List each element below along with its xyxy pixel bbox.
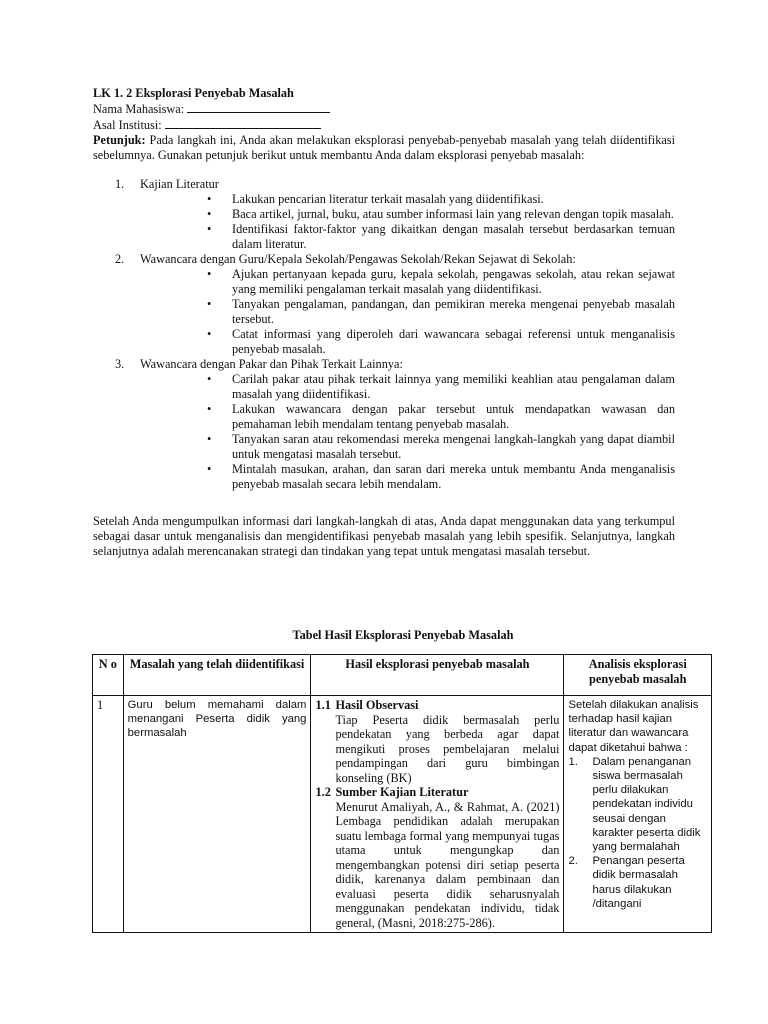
header-analisis: Analisis eksplorasi penyebab masalah bbox=[564, 655, 712, 696]
nama-mahasiswa-row bbox=[93, 101, 675, 117]
step-bullets bbox=[140, 192, 675, 252]
step-item bbox=[93, 177, 675, 252]
bullet-item: • Ajukan pertanyaan kepada guru, kepala sekolah, pengawas sekolah, atau rekan sejawat yang memiliki pengalaman terkait masalah yang diidentifikasi. bbox=[140, 267, 675, 297]
header-masalah: Masalah yang telah diidentifikasi bbox=[123, 655, 311, 696]
steps-list bbox=[93, 177, 675, 492]
bullet-item: • Lakukan wawancara dengan pakar tersebut untuk mendapatkan wawasan dan pemahaman lebih mendalam tentang penyebab masalah. bbox=[140, 402, 675, 432]
nama-label: Nama Mahasiswa: bbox=[93, 102, 185, 116]
bullet-item: • Baca artikel, jurnal, buku, atau sumber informasi lain yang relevan dengan topik masalah. bbox=[140, 207, 675, 222]
step-item bbox=[93, 357, 675, 492]
hasil-observasi-heading bbox=[315, 698, 559, 713]
step-title: Wawancara dengan Pakar dan Pihak Terkait Lainnya: bbox=[140, 357, 403, 371]
bullet-item: • Carilah pakar atau pihak terkait lainnya yang memiliki keahlian atau pengalaman dalam masalah yang diidentifikasi. bbox=[140, 372, 675, 402]
section-number: 1.2 bbox=[315, 785, 331, 799]
kajian-literatur-body: Menurut Amaliyah, A., & Rahmat, A. (2021) Lembaga pendidikan adalah merupakan suatu lembaga formal yang mempunyai tugas utama untuk mengungkap dan mengembangkan potensi diri setiap peserta didik, karenanya dalam pembinaan dan evaluasi peserta didik seharusnyalah menggunakan pendekatan individu, tidak general, (Masni, 2018:275-286). bbox=[335, 799, 560, 930]
asal-field-line bbox=[165, 117, 321, 129]
cell-hasil bbox=[311, 696, 564, 933]
step-title: Kajian Literatur bbox=[140, 177, 219, 191]
step-title: Wawancara dengan Guru/Kepala Sekolah/Pengawas Sekolah/Rekan Sejawat di Sekolah: bbox=[140, 252, 576, 266]
step-number: 1. bbox=[115, 177, 125, 191]
analisis-intro: Setelah dilakukan analisis terhadap hasil kajian literatur dan wawancara dapat diketahui bahwa : bbox=[568, 699, 699, 754]
step-item bbox=[93, 252, 675, 357]
list-item bbox=[568, 755, 707, 854]
cell-masalah: Guru belum memahami dalam menangani Peserta didik yang bermasalah bbox=[123, 696, 311, 933]
item-number: 2. bbox=[568, 855, 578, 868]
worksheet-body bbox=[93, 86, 675, 559]
kajian-literatur-heading bbox=[315, 785, 559, 800]
section-title: Sumber Kajian Literatur bbox=[335, 785, 469, 799]
item-number: 1. bbox=[568, 755, 578, 768]
asal-institusi-row bbox=[93, 117, 675, 133]
item-text: Dalam penanganan siswa bermasalah perlu dilakukan pendekatan individu seusai dengan karakter peserta didik yang bermalahah bbox=[592, 755, 701, 854]
step-bullets bbox=[140, 267, 675, 357]
table-header-row bbox=[93, 655, 712, 696]
header-hasil: Hasil eksplorasi penyebab masalah bbox=[311, 655, 564, 696]
petunjuk-text: Pada langkah ini, Anda akan melakukan eksplorasi penyebab-penyebab masalah yang telah diidentifikasi sebelumnya. Gunakan petunjuk berikut untuk membantu Anda dalam eksplorasi penyebab masalah: bbox=[93, 133, 675, 162]
table-row bbox=[93, 696, 712, 933]
step-bullets bbox=[140, 372, 675, 492]
list-item bbox=[568, 854, 707, 911]
worksheet-title: LK 1. 2 Eksplorasi Penyebab Masalah bbox=[93, 86, 294, 100]
analisis-list bbox=[568, 755, 707, 911]
table-title: Tabel Hasil Eksplorasi Penyebab Masalah bbox=[292, 628, 514, 642]
section-number: 1.1 bbox=[315, 698, 331, 712]
nama-field-line bbox=[187, 101, 330, 113]
petunjuk-paragraph bbox=[93, 133, 675, 163]
item-text: Penangan peserta didik bermasalah harus dilakukan /ditangani bbox=[592, 855, 685, 910]
bullet-item: • Lakukan pencarian literatur terkait masalah yang diidentifikasi. bbox=[140, 192, 675, 207]
cell-analisis bbox=[564, 696, 712, 933]
results-table bbox=[92, 654, 712, 933]
closing-paragraph: Setelah Anda mengumpulkan informasi dari langkah-langkah di atas, Anda dapat menggunakan data yang terkumpul sebagai dasar untuk menganalisis dan mengidentifikasi penyebab masalah yang lebih spesifik. Selanjutnya, langkah selanjutnya adalah merencanakan strategi dan tindakan yang tepat untuk mengatasi masalah tersebut. bbox=[93, 514, 675, 558]
cell-no: 1 bbox=[93, 696, 124, 933]
section-title: Hasil Observasi bbox=[335, 698, 419, 712]
asal-label: Asal Institusi: bbox=[93, 118, 162, 132]
bullet-item: • Catat informasi yang diperoleh dari wawancara sebagai referensi untuk menganalisis penyebab masalah. bbox=[140, 327, 675, 357]
step-number: 2. bbox=[115, 252, 125, 266]
bullet-item: • Tanyakan saran atau rekomendasi mereka mengenai langkah-langkah yang dapat diambil untuk mengatasi masalah tersebut. bbox=[140, 432, 675, 462]
bullet-item: • Tanyakan pengalaman, pandangan, dan pemikiran mereka mengenai penyebab masalah tersebut. bbox=[140, 297, 675, 327]
step-number: 3. bbox=[115, 357, 125, 371]
header-no: N o bbox=[93, 655, 124, 696]
hasil-observasi-body: Tiap Peserta didik bermasalah perlu pendekatan yang berbeda agar dapat mengikuti proses pembelajaran melalui pendampingan dari guru bimbingan konseling (BK) bbox=[335, 712, 560, 785]
bullet-item: • Mintalah masukan, arahan, dan saran dari mereka untuk membantu Anda menganalisis penyebab masalah secara lebih mendalam. bbox=[140, 462, 675, 492]
bullet-item: • Identifikasi faktor-faktor yang dikaitkan dengan masalah tersebut berdasarkan temuan dalam literatur. bbox=[140, 222, 675, 252]
petunjuk-label: Petunjuk: bbox=[93, 133, 146, 147]
